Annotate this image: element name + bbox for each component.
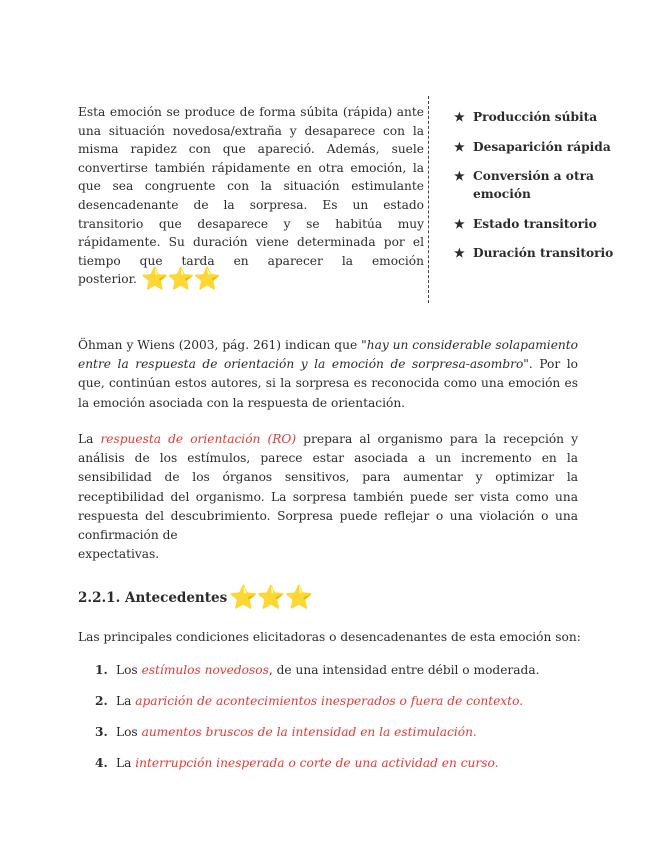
key-point-label: Conversión a otra emoción [473,169,594,201]
paragraph-text: expectativas. [78,547,160,562]
orientation-response-paragraph [78,430,578,564]
item-number: 4. [95,756,108,770]
antecedents-list [95,662,539,786]
quoted-text: "hay un considerable solapamiento entre la respuesta de orientación y la emoción de sorpresa-asombro" [78,338,578,372]
rating-stars-icon: ⭐⭐⭐ [140,267,221,293]
key-point-item [452,167,652,203]
key-point-label: Estado transitorio [473,216,597,231]
list-item [95,755,539,786]
list-item [95,693,539,724]
paragraph-text: Öhman y Wiens (2003, pág. 261) indican que [78,338,362,352]
key-points-list [452,108,652,274]
paragraph-text: prepara al organismo para la recepción y análisis de los estímulos, parece estar asociada a un incremento en la sensibilidad de los órganos sensitivos, para aumentar y optimizar la receptibilidad del organismo. La sorpresa también puede ser vista como una respuesta del descubrimiento. Sorpresa puede reflejar o una violación o una confirmación de [78,432,578,543]
paragraph-text: . Por lo que, continúan estos autores, si la sorpresa es reconocida como una emoción es la emoción asociada con la respuesta de orientación. [78,357,578,410]
paragraph-text: La [78,432,101,446]
key-point-label: Desaparición rápida [473,139,611,154]
highlighted-term: respuesta de orientación (RO) [100,432,297,446]
summary-box-paragraph [78,103,424,293]
highlighted-term: estímulos novedosos [141,663,269,677]
highlighted-term: aumentos bruscos de la intensidad en la estimulación. [141,725,477,739]
item-number: 2. [95,694,108,708]
item-text: Los [116,663,142,677]
key-point-item [452,138,652,156]
dashed-divider [428,96,429,303]
key-point-label: Producción súbita [473,110,598,124]
star-bullet-icon: ★ [454,139,465,154]
item-text: , de una intensidad entre débil o moderada. [268,663,540,677]
section-intro: Las principales condiciones elicitadoras o desencadenantes de esta emoción son: [78,630,581,644]
highlighted-term: aparición de acontecimientos inesperados o fuera de contexto. [135,694,524,708]
ohman-wiens-paragraph [78,336,578,413]
item-number: 3. [95,725,108,739]
list-item [95,662,539,693]
key-point-label: Duración transitorio [473,246,614,260]
rating-stars-icon: ⭐⭐⭐ [229,584,313,611]
summary-box-text: Esta emoción se produce de forma súbita (rápida) ante una situación novedosa/extraña y desaparece con la misma rapidez con que apareció. Además, suele convertirse también rápidamente en otra emoción, la que sea congruente con la situación estimulante desencadenante de la sorpresa. Es un estado transitorio que desaparece y se habitúa muy rápidamente. Su duración viene determinada por el tiempo que tarda en aparecer la emoción posterior. [78,105,424,287]
item-text: La [116,694,136,708]
star-bullet-icon: ★ [454,216,465,231]
key-point-item [452,108,652,126]
section-heading [78,584,312,611]
key-point-item [452,215,652,233]
star-bullet-icon: ★ [454,110,465,124]
key-point-item [452,244,652,262]
item-number: 1. [95,663,108,677]
section-title: 2.2.1. Antecedentes [78,590,228,606]
star-bullet-icon: ★ [454,169,465,183]
item-text: La [116,756,136,770]
highlighted-term: interrupción inesperada o corte de una actividad en curso. [135,756,499,770]
item-text: Los [116,725,142,739]
star-bullet-icon: ★ [454,246,465,260]
list-item [95,724,539,755]
